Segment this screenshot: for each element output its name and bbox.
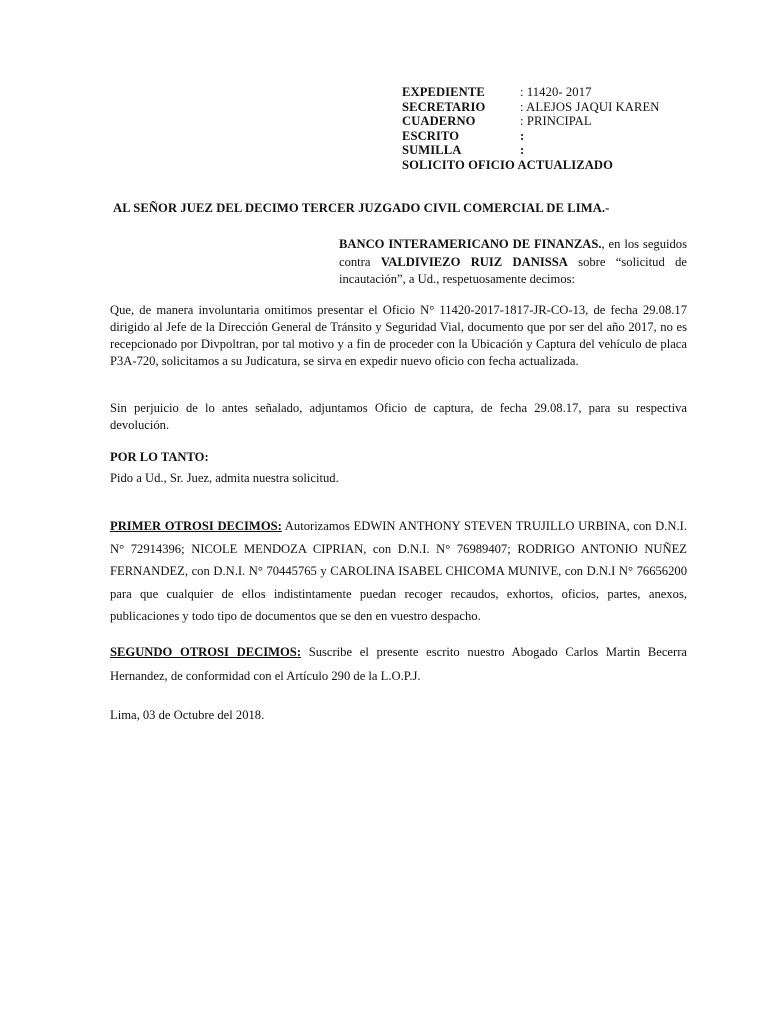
primer-otrosi-heading: PRIMER OTROSI DECIMOS: <box>110 519 282 533</box>
cuaderno-value: : PRINCIPAL <box>520 114 592 129</box>
body-paragraph-2: Sin perjuicio de lo antes señalado, adjuntamos Oficio de captura, de fecha 29.08.17, para su respectiva devolución. <box>110 401 687 432</box>
header-row-secretario <box>402 100 660 115</box>
secretario-value: : ALEJOS JAQUI KAREN <box>520 99 660 114</box>
por-lo-tanto-text: Pido a Ud., Sr. Juez, admita nuestra solicitud. <box>110 471 339 485</box>
intro-text-2: sobre “solicitud de incautación”, a Ud., respetuosamente decimos: <box>339 254 687 286</box>
body-paragraph-1: Que, de manera involuntaria omitimos presentar el Oficio N° 11420-2017-1817-JR-CO-13, de fecha 29.08.17 dirigido al Jefe de la Dirección General de Tránsito y Seguridad Vial, documento que por ser del año 2017, no es recepcionado por Divpoltran, por tal motivo y a fin de proceder con la Ubicación y Captura del vehículo de placa P3A-720, solicitamos a su Judicatura, se sirva en expedir nuevo oficio con fecha actualizada. <box>110 303 687 368</box>
segundo-otrosi-paragraph <box>110 640 687 688</box>
header-row-sumilla <box>402 143 660 158</box>
por-lo-tanto-heading: POR LO TANTO: <box>110 450 209 464</box>
escrito-value: : <box>520 128 525 143</box>
addressee-heading: AL SEÑOR JUEZ DEL DECIMO TERCER JUZGADO CIVIL COMERCIAL DE LIMA.- <box>113 201 610 215</box>
header-row-escrito <box>402 129 660 144</box>
expediente-label: EXPEDIENTE <box>402 85 485 99</box>
header-row-cuaderno <box>402 114 660 129</box>
primer-otrosi-paragraph <box>110 515 687 628</box>
defendant-name: VALDIVIEZO RUIZ DANISSA <box>380 254 568 269</box>
sumilla-label: SUMILLA <box>402 143 462 158</box>
closing-date: Lima, 03 de Octubre del 2018. <box>110 708 265 722</box>
subject-line: SOLICITO OFICIO ACTUALIZADO <box>402 157 614 172</box>
header-row-expediente <box>402 85 660 100</box>
expediente-value: : 11420- 2017 <box>520 85 592 99</box>
sumilla-value: : <box>520 143 525 158</box>
cuaderno-label: CUADERNO <box>402 114 476 129</box>
segundo-otrosi-text: Suscribe el presente escrito nuestro Abogado Carlos Martin Becerra Hernandez, de conformidad con el Artículo 290 de la L.O.P.J. <box>110 645 687 683</box>
escrito-label: ESCRITO <box>402 128 460 143</box>
intro-text-1: , en los seguidos contra <box>339 237 687 269</box>
secretario-label: SECRETARIO <box>402 99 486 114</box>
segundo-otrosi-heading: SEGUNDO OTROSI DECIMOS: <box>110 645 302 659</box>
primer-otrosi-text: Autorizamos EDWIN ANTHONY STEVEN TRUJILLO URBINA, con D.N.I. N° 72914396; NICOLE MENDOZA CIPRIAN, con D.N.I. N° 76989407; RODRIGO ANTONIO NUÑEZ FERNANDEZ, con D.N.I. N° 70445765 y CAROLINA ISABEL CHICOMA MUNIVE, con D.N.I N° 76656200 para que cualquier de ellos indistintamente puedan recoger recaudos, exhortos, oficios, partes, anexos, publicaciones y todo tipo de documentos que se den en vuestro despacho. <box>110 519 687 623</box>
intro-paragraph <box>339 236 687 289</box>
case-header <box>402 85 660 173</box>
party-name: BANCO INTERAMERICANO DE FINANZAS. <box>339 237 602 251</box>
